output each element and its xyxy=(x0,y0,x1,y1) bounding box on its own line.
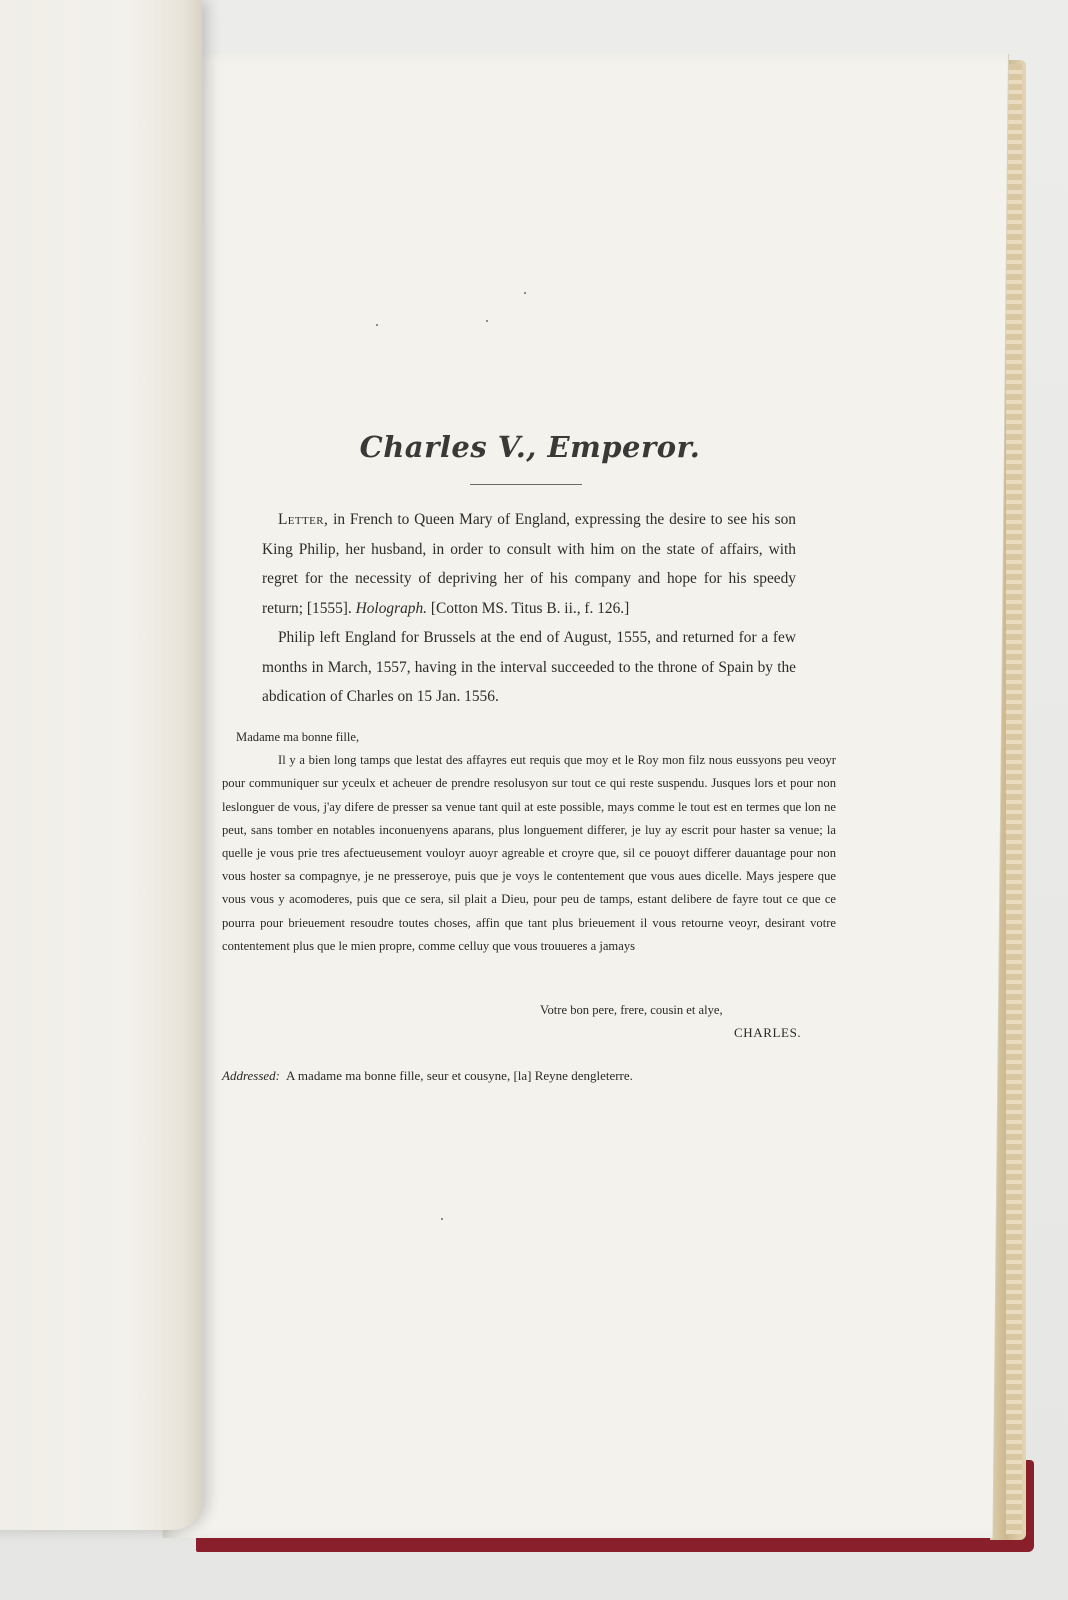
address-label: Addressed: xyxy=(222,1068,281,1083)
letter-signature: CHARLES. xyxy=(734,1025,802,1040)
title-divider xyxy=(470,484,582,485)
paper-speck xyxy=(486,320,488,322)
address-line xyxy=(222,1068,633,1084)
letter-block xyxy=(222,726,836,958)
letter-salutation: Madame ma bonne fille, xyxy=(236,730,360,744)
paper-speck xyxy=(441,1218,443,1220)
summary-lead-word: Letter, xyxy=(278,511,329,528)
summary-text-b: [Cotton MS. Titus B. ii., f. 126.] xyxy=(427,599,630,617)
paper-speck xyxy=(524,292,526,294)
holograph-label: Holograph. xyxy=(355,599,428,617)
page-title: Charles V., Emperor. xyxy=(359,430,701,464)
left-page xyxy=(0,0,202,1530)
address-text: A madame ma bonne fille, seur et cousyne, [la] Reyne dengleterre. xyxy=(286,1068,633,1083)
summary-paragraph-2: Philip left England for Brussels at the end of August, 1555, and returned for a few months in March, 1557, having in the interval succeeded to the throne of Spain by the abdication of Charles on 15 Jan. 1556. xyxy=(262,629,796,705)
letter-signoff: Votre bon pere, frere, cousin et alye, xyxy=(540,1003,723,1017)
summary-block xyxy=(262,505,796,712)
page-edges-texture xyxy=(1006,64,1022,1534)
letter-body: Il y a bien long tamps que lestat des affayres eut requis que moy et le Roy mon filz nous eussyons peu veoyr pour communiquer sur yceulx et acheuer de prendre resolusyon sur tout ce qui reste suspendu. Jusques lors et pour non leslonguer de vous, j'ay difere de presser sa venue tant quil at este possible, mays comme le tout est en termes que lon ne peut, sans tomber en notables inconuenyens aparans, plus longuement differer, je luy ay escrit pour haster sa venue; la quelle je vous prie tres afectueusement vouloyr auoyr agreable et croyre que, sil ce pouoyt differer dauantage pour non vous hoster sa compagnye, je ne presseroye, puis que je voys le contentement que vous aues dicelle. Mays jespere que vous vous y acomoderes, puis que ce sera, sil plait a Dieu, pour peu de tamps, estant delibere de fayre tout ce que ce pourra pour brieuement resoudre toutes choses, affin que tant plus brieuement il vous retourne veoyr, desirant votre contentement plus que le mien propre, comme celluy que vous trouueres a jamays xyxy=(222,753,836,953)
summary-paragraph-1 xyxy=(262,505,796,623)
summary-text-a: in French to Queen Mary of England, expressing the desire to see his son King Philip, her husband, in order to consult with him on the state of affairs, with regret for the necessity of depriving her of his company and hope for his speedy return; [1555]. xyxy=(262,511,796,617)
paper-speck xyxy=(376,324,378,326)
